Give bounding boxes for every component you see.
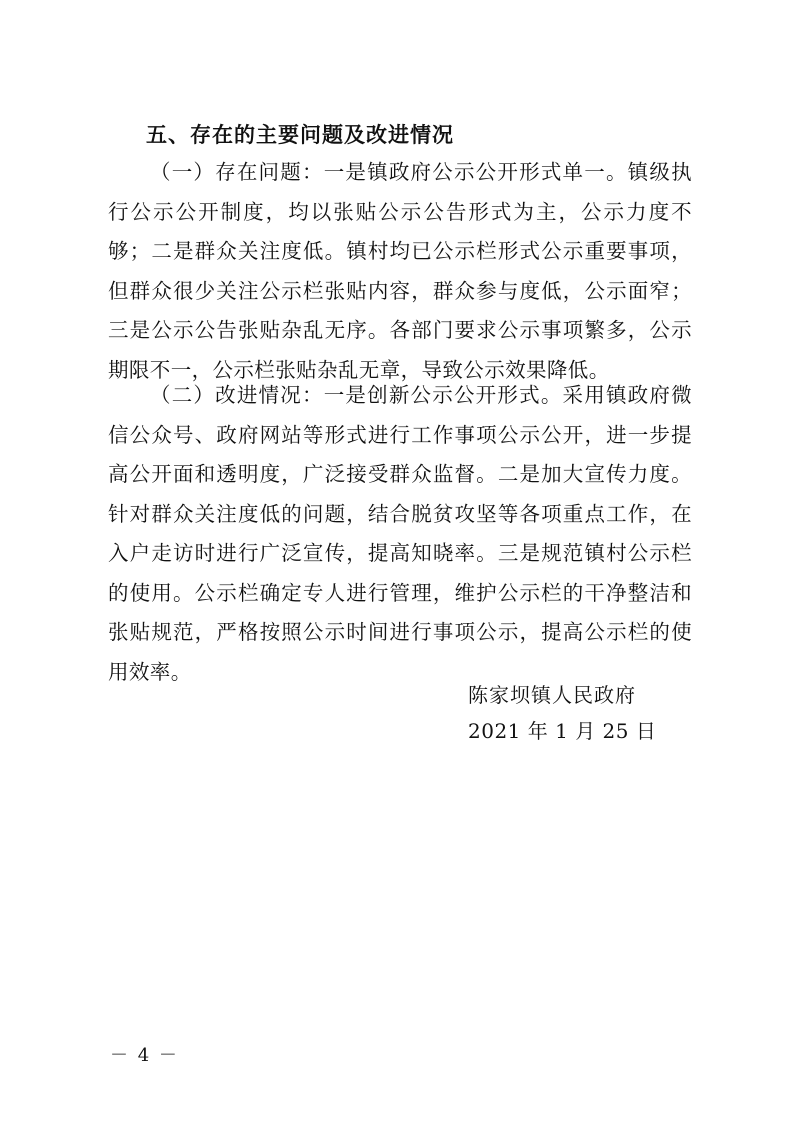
paragraph-existing-problems: （一）存在问题：一是镇政府公示公开形式单一。镇级执行公示公开制度，均以张贴公示公告形式为主，公示力度不够；二是群众关注度低。镇村均已公示栏形式公示重要事项，但群众很少关注公示栏张贴内容，群众参与度低，公示面窄；三是公示公告张贴杂乱无序。各部门要求公示事项繁多，公示期限不一，公示栏张贴杂乱无章，导致公示效果降低。: [108, 160, 692, 382]
section-title: 五、存在的主要问题及改进情况: [146, 123, 454, 147]
page-number: － 4 －: [110, 1045, 179, 1066]
signature-date: 2021 年 1 月 25 日: [468, 719, 657, 743]
paragraph-improvements: （二）改进情况：一是创新公示公开形式。采用镇政府微信公众号、政府网站等形式进行工作事项公示公开，进一步提高公开面和透明度，广泛接受群众监督。二是加大宣传力度。针对群众关注度低的问题，结合脱贫攻坚等各项重点工作，在入户走访时进行广泛宣传，提高知晓率。三是规范镇村公示栏的使用。公示栏确定专人进行管理，维护公示栏的干净整洁和张贴规范，严格按照公示时间进行事项公示，提高公示栏的使用效率。: [108, 383, 692, 684]
signature-organization: 陈家坝镇人民政府: [468, 683, 636, 707]
